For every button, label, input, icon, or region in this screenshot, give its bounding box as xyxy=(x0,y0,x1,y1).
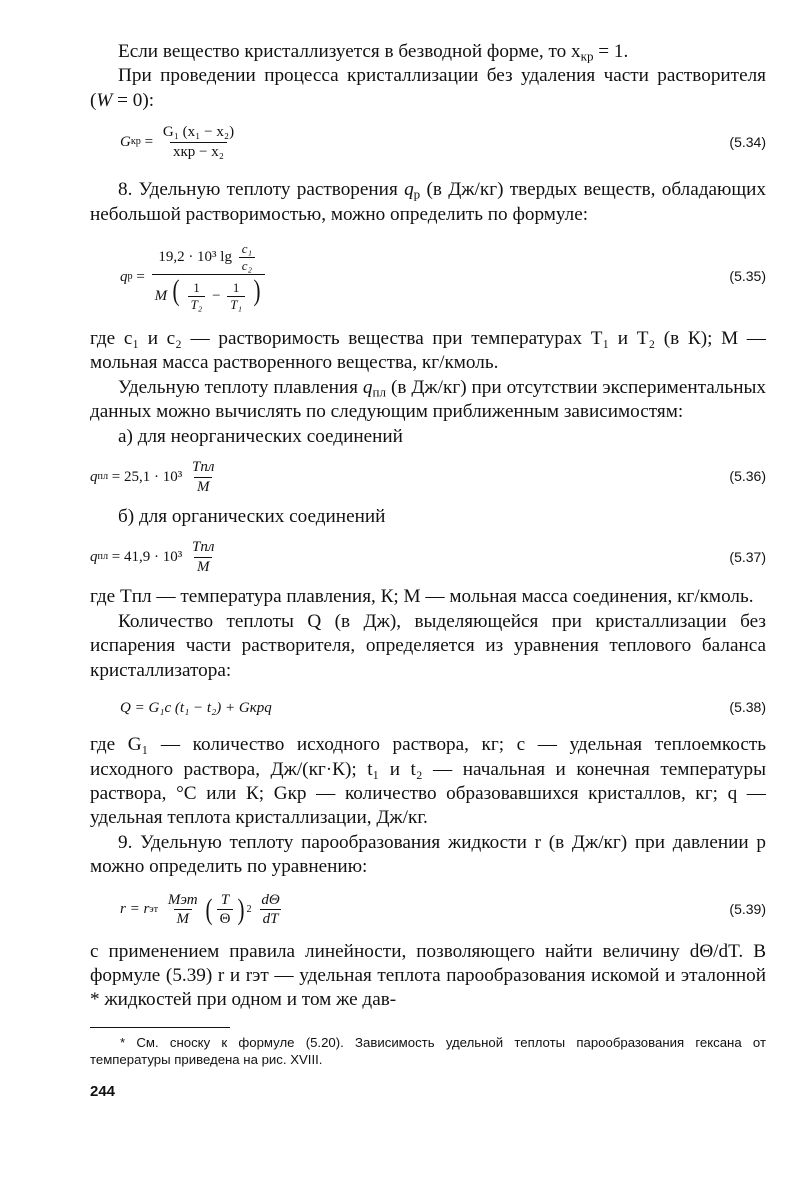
paragraph: где G₁ — количество исходного раствора, кг; c — удельная теплоемкость исходного раствора, Дж/(кг·К); t₁ и t₂ — начальная и конечная температуры раствора, °С или К; Gкр — количество образовавшихся кристаллов, кг; q — удельная теплота кристаллизации, Дж/кг. xyxy=(90,734,766,829)
equation-number: (5.35) xyxy=(729,268,766,285)
formula-5-36: q пл = 25,1 · 10³ $\frac{\text{Tпл}}{M}$ (5.36) xyxy=(90,459,766,495)
formula-5-39: r = r эт $\frac{\text{Mэт}}{M}$ ( $\frac{T}{\Theta}$ ) 2 $\frac{d\Theta}{dT}$ (5.39) xyxy=(120,891,766,928)
formula-5-37: q пл = 41,9 · 10³ $\frac{\text{Tпл}}{M}$ (5.37) xyxy=(90,539,766,575)
paragraph: 9. Удельную теплоту парообразования жидкости r (в Дж/кг) при давлении p можно определить по уравнению: xyxy=(90,831,766,878)
document-page xyxy=(90,40,766,1104)
equation-number: (5.38) xyxy=(729,699,766,716)
footnote-divider xyxy=(90,1027,230,1028)
paragraph: Удельную теплоту плавления $q_{пл}$ (в Дж/кг) при отсутствии экспериментальных данных можно вычислять по следующим приближенным зависимостям: xyxy=(90,376,766,423)
equation-number: (5.37) xyxy=(729,548,766,565)
paragraph: где c₁ и c₂ — растворимость вещества при температурах T₁ и T₂ (в К); M — мольная масса растворенного вещества, кг/кмоль. xyxy=(90,328,766,374)
equation-number: (5.39) xyxy=(729,900,766,917)
equation-number: (5.36) xyxy=(729,468,766,485)
paragraph: с применением правила линейности, позволяющего найти величину dΘ/dT. В формуле (5.39) r и rэт — удельная теплота парообразования искомой и эталонной * жидкостей при одном и том же дав- xyxy=(90,940,766,1011)
paragraph: б) для органических соединений xyxy=(118,506,386,528)
formula-5-34: G кр = $\frac{\text{G₁ (x₁ − x₂)}}{\text{xкр − x₂}}$ (5.34) xyxy=(120,124,766,160)
equation-number: (5.34) xyxy=(729,133,766,150)
formula-5-38: Q = G₁c (t₁ − t₂) + Gкрq (5.38) xyxy=(120,699,766,716)
paragraph: 8. Удельную теплоту растворения $q_р$ (в Дж/кг) твердых веществ, обладающих небольшой растворимостью, можно определить по формуле: xyxy=(90,179,766,225)
formula-5-35: q р = 19,2 · 10³ lg $\frac{\text{c₁}}{\text{c₂}}$ M ( $\frac{1}{\text{T₂}}$ − $\frac{1}{\text{T₁}}$ ) (5.35) xyxy=(120,240,766,313)
paragraph: а) для неорганических соединений xyxy=(118,425,403,447)
paragraph: При проведении процесса кристаллизации без удаления части растворителя (W = 0): xyxy=(90,65,766,111)
footnote: * См. сноску к формуле (5.20). Зависимость удельной теплоты парообразования гексана от температуры приведена на рис. XVIII. xyxy=(90,1034,766,1067)
paragraph: где Tпл — температура плавления, К; M — мольная масса соединения, кг/кмоль. xyxy=(90,586,754,608)
paragraph: Количество теплоты Q (в Дж), выделяющейся при кристаллизации без испарения части растворителя, определяется из уравнения теплового баланса кристаллизатора: xyxy=(90,610,766,681)
paragraph: Если вещество кристаллизуется в безводной форме, то $x_{кр} = 1$. xyxy=(118,41,629,64)
page-number: 244 xyxy=(90,1082,116,1100)
